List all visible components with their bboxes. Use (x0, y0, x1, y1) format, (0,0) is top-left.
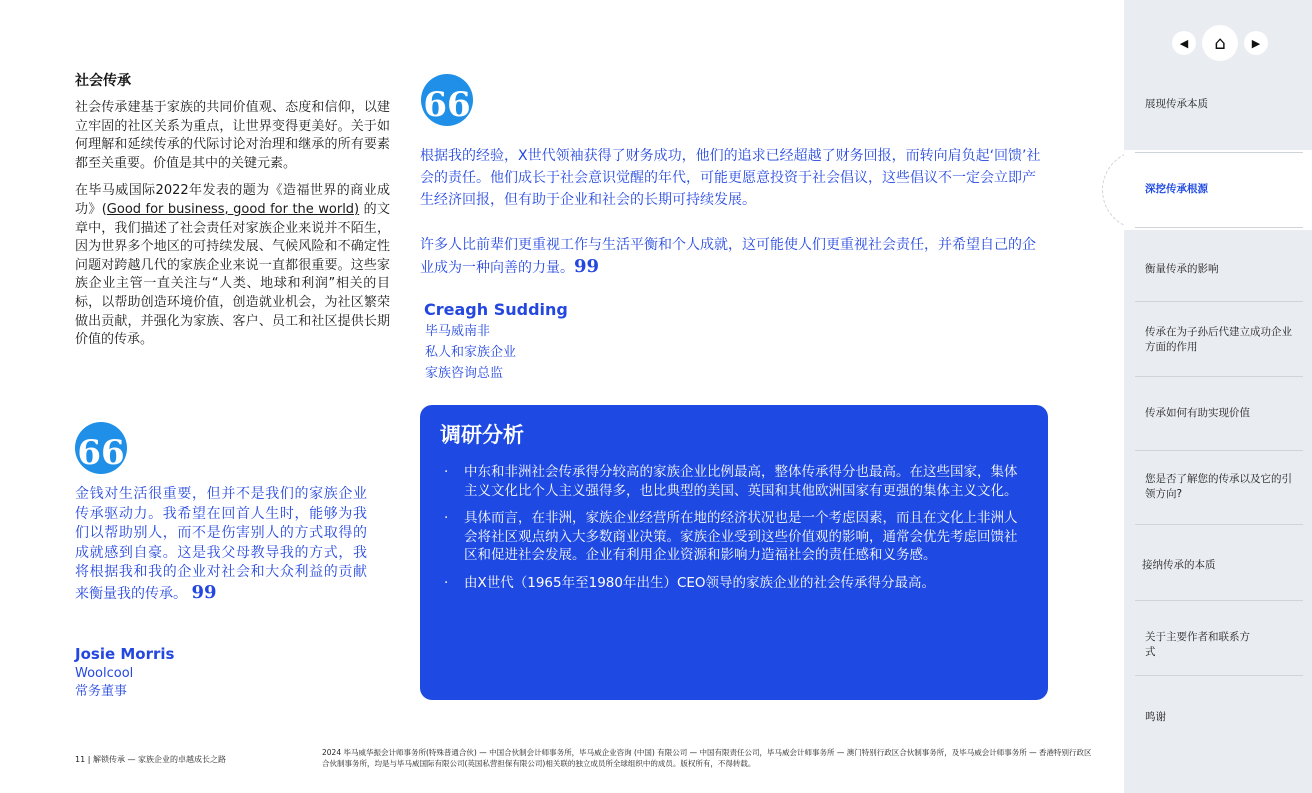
section-heading: 社会传承 (75, 73, 131, 89)
paragraph-text: 的文章中，我们描述了社会责任对家族企业来说并不陌生，因为世界多个地区的可持续发展、气候风险和不确定性问题对跨越几代的家族企业来说一直都很重要。这些家族企业主管一直关注与“人类、地球和利润”相关的目标，以帮助创造环境价值，创造就业机会，为社区繁荣做出贡献，并强化为家族、客户、员工和社区提供长期价值的传承。 (75, 201, 390, 348)
list-item (440, 574, 1026, 593)
author-role: 家族咨询总监 (425, 366, 504, 381)
toc-item-legacy-role[interactable]: 传承在为子孙后代建立成功企业方面的作用 (1145, 326, 1292, 353)
toc-divider (1135, 152, 1303, 153)
paragraph-text: 在毕马威国际2022年发表的题为《造福世界的商业成功》( (75, 183, 390, 217)
toc-item-legacy-roots[interactable]: 深挖传承根源 (1145, 183, 1208, 195)
bullet-icon: · (444, 464, 449, 480)
body-paragraph-2 (75, 182, 390, 349)
author-role: 常务董事 (75, 684, 128, 699)
toc-item-legacy-impact[interactable]: 衡量传承的影响 (1145, 263, 1219, 275)
report-link[interactable]: Good for business, good for the world) (106, 201, 360, 217)
quote-author-title (75, 665, 133, 701)
quote-body: 金钱对生活很重要，但并不是我们的家族企业传承驱动力。我希望在回首人生时，能够为我们以帮助别人，而不是伤害别人的方式取得的成就感到自豪。这是我父母教导我的方式，我将根据我和我的企业对社会和大众利益的贡献来衡量我的传承。 (75, 486, 367, 602)
quote-author-title (425, 321, 516, 384)
social-legacy-section (75, 70, 390, 359)
toc-divider (1135, 675, 1303, 676)
toc-divider (1135, 227, 1303, 228)
toc-item-legacy-essence[interactable]: 展现传承本质 (1145, 98, 1208, 110)
bullet-icon: · (444, 574, 449, 591)
close-quote-icon: 99 (574, 256, 600, 277)
list-item (440, 509, 1026, 565)
analysis-list (440, 463, 1026, 592)
analysis-title: 调研分析 (440, 423, 524, 447)
quote-author-name: Josie Morris (75, 645, 175, 663)
research-analysis-box (420, 405, 1048, 700)
page-footer-info: 11 | 解锁传承 — 家族企业的卓越成长之路 (75, 755, 227, 764)
quote-mark-icon: 66 (421, 74, 473, 126)
home-icon[interactable]: ⌂ (1202, 25, 1238, 61)
list-item-text: 中东和非洲社会传承得分较高的家族企业比例最高，整体传承得分也最高。在这些国家，集体主义文化比个人主义强得多，也比典型的美国、英国和其他欧洲国家有更强的集体主义文化。 (464, 464, 1018, 499)
toc-divider (1135, 524, 1303, 525)
toc-item-legacy-direction[interactable]: 您是否了解您的传承以及它的引领方向? (1145, 473, 1292, 500)
quote-text (420, 234, 1045, 279)
quote-author-name: Creagh Sudding (424, 300, 568, 319)
quote-body: 许多人比前辈们更重视工作与生活平衡和个人成就，这可能使人们更重视社会责任，并希望自己的企业成为一种向善的力量。 (420, 237, 1036, 276)
quote-text (75, 485, 367, 604)
nav-controls (1172, 25, 1268, 61)
author-department: 私人和家族企业 (425, 345, 517, 360)
toc-item-embrace-legacy[interactable]: 接纳传承的本质 (1142, 559, 1216, 571)
list-item-text: 由X世代（1965年至1980年出生）CEO领导的家族企业的社会传承得分最高。 (464, 574, 936, 591)
next-page-icon[interactable]: ▶ (1244, 31, 1268, 55)
toc-divider (1135, 450, 1303, 451)
body-paragraph-1: 社会传承建基于家族的共同价值观、态度和信仰，以建立牢固的社区关系为重点，让世界变得更美好。关于如何理解和延续传承的代际讨论对治理和继承的所有要素都至关重要。价值是其中的关键元素。 (75, 100, 390, 171)
previous-page-icon[interactable]: ◀ (1172, 31, 1196, 55)
toc-divider (1135, 301, 1303, 302)
author-org: 毕马威南非 (425, 324, 491, 339)
toc-divider (1135, 376, 1303, 377)
toc-item-authors-contact[interactable]: 关于主要作者和联系方式 (1145, 631, 1250, 658)
list-item (440, 463, 1026, 500)
legal-footer: 2024 毕马威华振会计师事务所(特殊普通合伙) — 中国合伙制会计师事务所，毕马威企业咨询 (中国) 有限公司 — 中国有限责任公司，毕马威会计师事务所 — 澳门特别行政区合伙制事务所，及毕马威会计师事务所 — 香港特别行政区合伙制事务所，均是与毕马威国际有限公司(英国私营担保有限公司)相关联的独立成员所全球组织中的成员。版权所有，不得转载。 (322, 748, 1092, 768)
toc-item-legacy-value[interactable]: 传承如何有助实现价值 (1145, 407, 1250, 419)
quote-text: 根据我的经验，X世代领袖获得了财务成功，他们的追求已经超越了财务回报，而转向肩负起‘回馈’社会的责任。他们成长于社会意识觉醒的年代，可能更愿意投资于社会倡议，这些倡议不一定会立即产生经济回报，但有助于企业和社会的长期可持续发展。 (420, 148, 1041, 208)
toc-divider (1135, 600, 1303, 601)
close-quote-icon: 99 (191, 581, 217, 603)
author-org: Woolcool (75, 666, 134, 681)
quote-mark-icon: 66 (75, 422, 127, 474)
toc-item-acknowledgements[interactable]: 鸣谢 (1145, 711, 1166, 723)
bullet-icon: · (444, 510, 449, 526)
list-item-text: 具体而言，在非洲，家族企业经营所在地的经济状况也是一个考虑因素，而且在文化上非洲人会将社区观点纳入大多数商业决策。家族企业受到这些价值观的影响，通常会优先考虑回馈社区和促进社会发展。企业有利用企业资源和影响力造福社会的责任感和义务感。 (464, 510, 1018, 563)
